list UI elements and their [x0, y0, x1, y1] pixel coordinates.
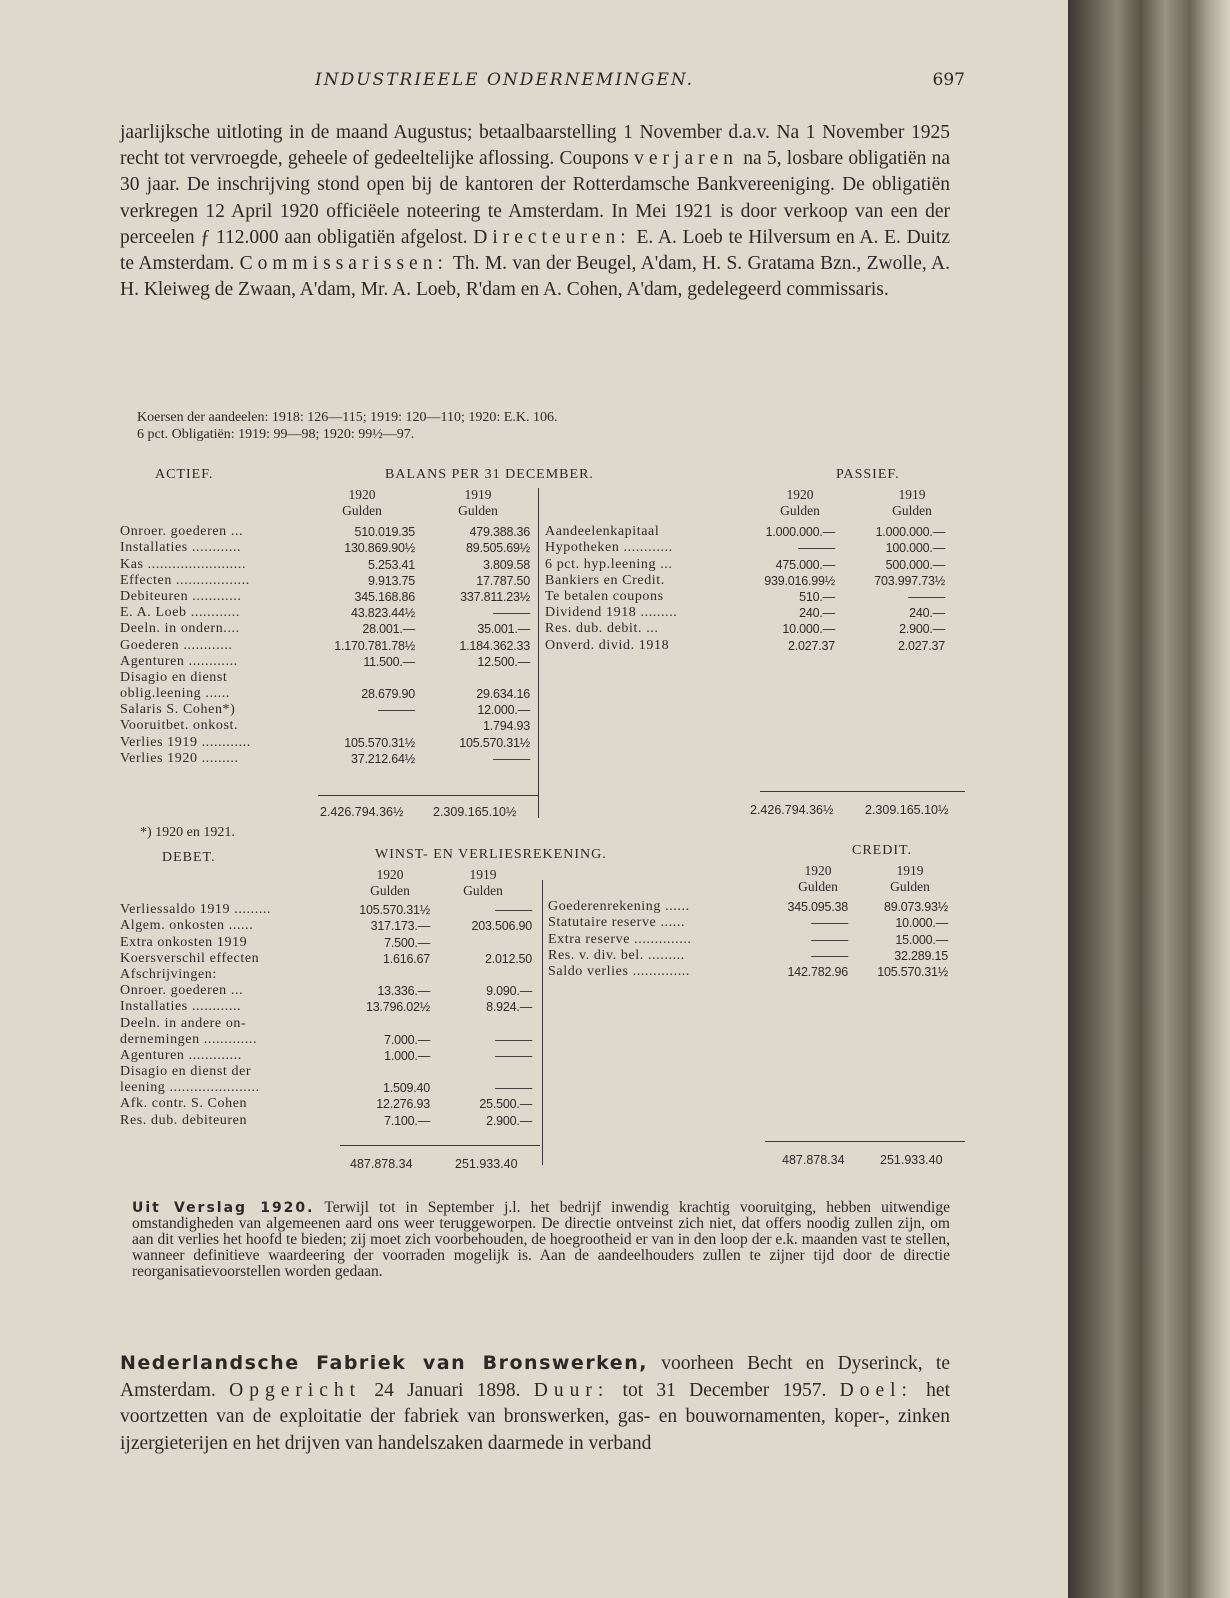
- row-label: Saldo verlies ..............: [548, 963, 691, 979]
- value-1920: 28.001.—: [362, 622, 415, 637]
- credit-table: [548, 899, 948, 980]
- value-1920: 12.276.93: [376, 1097, 430, 1112]
- year-label: 1920: [786, 487, 814, 502]
- credit-row: [548, 931, 948, 947]
- passief-row: [545, 573, 945, 589]
- balans-divider: [538, 488, 539, 818]
- value-1919: [415, 670, 530, 686]
- passief-heading: PASSIEF.: [836, 467, 900, 482]
- row-label: Extra onkosten 1919: [120, 934, 248, 950]
- unit-label: Gulden: [342, 503, 382, 518]
- value-1919: 479.388.36: [469, 525, 530, 540]
- value-1920: 2.027.37: [787, 638, 835, 653]
- actief-row: [120, 524, 530, 540]
- row-label: leening ......................: [120, 1080, 260, 1096]
- value-1920: [340, 1064, 430, 1080]
- passief-row: [545, 637, 945, 653]
- company-text-3: tot 31 December 1957.: [609, 1379, 840, 1401]
- row-label: Onverd. divid. 1918: [545, 637, 670, 653]
- debet-row: [120, 902, 532, 918]
- value-1920: 43.823.44½: [350, 606, 415, 621]
- value-1920: 7.500.—: [384, 935, 430, 950]
- credit-row: [548, 899, 948, 915]
- year-label: 1919: [464, 487, 492, 502]
- company-paragraph: [120, 1350, 950, 1457]
- value-1920: 317.173.—: [370, 919, 430, 934]
- unit-label: Gulden: [370, 883, 410, 898]
- value-1919: 17.787.50: [476, 573, 530, 588]
- debet-col-1919-header: [443, 867, 523, 899]
- value-1920: 105.570.31½: [344, 735, 415, 750]
- actief-row: [120, 621, 530, 637]
- row-label: E. A. Loeb ............: [120, 605, 240, 621]
- value-1919: 337.811.23½: [460, 589, 530, 604]
- value-1919: 8.924.—: [486, 1000, 532, 1015]
- value-1919: 2.027.37: [897, 638, 945, 653]
- value-1920: 37.212.64½: [350, 751, 415, 766]
- row-label: Afk. contr. S. Cohen: [120, 1096, 248, 1112]
- year-label: 1920: [348, 487, 376, 502]
- book-page-edges: [1068, 0, 1230, 1598]
- row-label: Disagio en dienst der: [120, 1064, 252, 1080]
- actief-table: [120, 524, 530, 767]
- year-label: 1920: [804, 863, 832, 878]
- value-1920: 142.782.96: [787, 964, 848, 979]
- value-1920: [310, 718, 415, 734]
- value-1919: ———: [908, 589, 945, 604]
- actief-row: [120, 589, 530, 605]
- row-label: Res. dub. debit. ...: [545, 621, 659, 637]
- debet-row: [120, 983, 532, 999]
- row-label: Verlies 1919 ............: [120, 734, 251, 750]
- value-1920: ———: [811, 948, 848, 963]
- value-1920: 13.336.—: [377, 984, 430, 999]
- company-spaced-duur: Duur:: [533, 1379, 610, 1401]
- value-1920: ———: [811, 916, 848, 931]
- row-label: Goederenrekening ......: [548, 899, 690, 915]
- debet-row: [120, 967, 532, 983]
- actief-row: [120, 686, 530, 702]
- value-1920: 510.—: [799, 589, 835, 604]
- company-spaced-opgericht: Opgericht: [229, 1379, 362, 1401]
- value-1919: [430, 934, 532, 950]
- intro-text-1: jaarlijksche uitloting in de maand Augustus; betaalbaarstelling 1 November d.a.v. Na 1 November 1925 recht tot vervroegde, geheele of gedeeltelijke aflossing. Coupons: [120, 122, 950, 170]
- value-1919: 3.809.58: [482, 557, 530, 572]
- value-1919: 9.090.—: [486, 984, 532, 999]
- verslag-lead: Uit Verslag 1920.: [132, 1200, 315, 1216]
- row-label: Te betalen coupons: [545, 588, 664, 604]
- debet-total-1919: 251.933.40: [455, 1157, 518, 1171]
- value-1920: [340, 967, 430, 983]
- debet-table: [120, 902, 532, 1129]
- row-label: Debiteuren ............: [120, 588, 242, 604]
- actief-total-rule: [318, 795, 538, 796]
- value-1919: 203.506.90: [471, 919, 532, 934]
- row-label: Res. v. div. bel. .........: [548, 947, 685, 963]
- winst-divider: [542, 880, 543, 1165]
- intro-paragraph: [120, 120, 950, 303]
- passief-row: [545, 556, 945, 572]
- value-1919: 15.000.—: [895, 932, 948, 947]
- value-1919: 10.000.—: [895, 916, 948, 931]
- value-1919: 1.000.000.—: [875, 525, 945, 540]
- value-1920: ———: [378, 703, 415, 718]
- row-label: Vooruitbet. onkost.: [120, 718, 239, 734]
- unit-label: Gulden: [463, 883, 503, 898]
- row-label: Afschrijvingen:: [120, 966, 217, 982]
- value-1919: 1.794.93: [482, 719, 530, 734]
- value-1919: [430, 1015, 532, 1031]
- row-label: Algem. onkosten ......: [120, 918, 254, 934]
- value-1919: ———: [493, 751, 530, 766]
- value-1920: 475.000.—: [775, 557, 835, 572]
- actief-row: [120, 734, 530, 750]
- unit-label: Gulden: [890, 879, 930, 894]
- value-1920: 345.095.38: [787, 900, 848, 915]
- intro-spaced-commissarissen: Commissarissen:: [239, 253, 448, 275]
- passief-col-1920-header: [760, 487, 840, 519]
- value-1919: 12.500.—: [477, 654, 530, 669]
- intro-text-2: na 5, losbare obligatiën na 30 jaar. De inschrijving stond open bij de kantoren der Rotterdamsche Bankvereeniging. De obligatiën verkregen 12 April 1920 officiëele noteering te Amsterdam. In Mei 1921 is door verkoop van een der perceelen ƒ 112.000 aan obligatiën afgelost.: [120, 148, 950, 248]
- passief-row: [545, 524, 945, 540]
- actief-row: [120, 670, 530, 686]
- value-1919: 500.000.—: [885, 557, 945, 572]
- value-1919: 2.012.50: [484, 951, 532, 966]
- passief-table: [545, 524, 945, 654]
- value-1919: [430, 967, 532, 983]
- value-1919: [430, 1064, 532, 1080]
- value-1920: 28.679.90: [361, 687, 415, 702]
- actief-row: [120, 540, 530, 556]
- debet-total-1920: 487.878.34: [350, 1157, 413, 1171]
- verslag-paragraph: [132, 1200, 950, 1280]
- row-label: Statutaire reserve ......: [548, 915, 686, 931]
- row-label: Aandeelenkapitaal: [545, 524, 660, 540]
- intro-text-4: Th. M. van der Beugel, A'dam, H. S. Gratama Bzn., Zwolle, A. H. Kleiweg de Zwaan, A'dam, Mr. A. Loeb, R'dam en A. Cohen, A'dam, gedelegeerd commissaris.: [120, 253, 950, 301]
- row-label: Salaris S. Cohen*): [120, 702, 236, 718]
- row-label: Koersverschil effecten: [120, 950, 260, 966]
- value-1920: 10.000.—: [782, 622, 835, 637]
- row-label: Deeln. in andere on-: [120, 1015, 247, 1031]
- balans-heading: BALANS PER 31 DECEMBER.: [385, 467, 594, 482]
- row-label: Onroer. goederen ...: [120, 524, 244, 540]
- year-label: 1919: [896, 863, 924, 878]
- company-text-4: het voortzetten van de exploitatie der fabriek van bronswerken, gas- en bouwornamenten, koper-, zinken ijzergieterijen en het drijven van handelszaken daarmede in verband: [120, 1379, 951, 1454]
- row-label: oblig.leening ......: [120, 686, 230, 702]
- balans-footnote: *) 1920 en 1921.: [140, 825, 235, 840]
- actief-row: [120, 654, 530, 670]
- unit-label: Gulden: [458, 503, 498, 518]
- value-1920: 1.616.67: [382, 951, 430, 966]
- debet-row: [120, 1096, 532, 1112]
- value-1919: 35.001.—: [477, 622, 530, 637]
- row-label: Verliessaldo 1919 .........: [120, 902, 272, 918]
- value-1920: 1.509.40: [382, 1081, 430, 1096]
- value-1920: ———: [798, 541, 835, 556]
- value-1919: 29.634.16: [476, 687, 530, 702]
- row-label: Bankiers en Credit.: [545, 572, 665, 588]
- credit-total-1920: 487.878.34: [782, 1153, 845, 1167]
- value-1920: [310, 670, 415, 686]
- koersen-aandeelen: Koersen der aandeelen: 1918: 126—115; 1919: 120—110; 1920: E.K. 106.: [137, 410, 558, 425]
- actief-row: [120, 556, 530, 572]
- value-1919: 89.505.69½: [465, 541, 530, 556]
- running-title: INDUSTRIEELE ONDERNEMINGEN.: [315, 70, 695, 90]
- row-label: Hypotheken ............: [545, 540, 673, 556]
- value-1920: 240.—: [799, 606, 835, 621]
- company-name: Nederlandsche Fabriek van Bronswerken,: [120, 1352, 648, 1374]
- row-label: Agenturen ............: [120, 653, 238, 669]
- credit-total-1919: 251.933.40: [880, 1153, 943, 1167]
- value-1919: 12.000.—: [477, 703, 530, 718]
- verslag-text: Terwijl tot in September j.l. het bedrijf inwendig krachtig vooruitging, hebben uitwendige omstandigheden van algemeenen aard ons weer teruggeworpen. De directie ontveinst zich niet, dat offers noodig zullen zijn, om aan dit verlies het hoofd te bieden; zij moet zich voorbehouden, de hoegrootheid er van in den loop der e.k. maanden vast te stellen, wanneer definitieve waardeering der voorraden mogelijk is. Aan de aandeelhouders zullen te zijner tijd door de directie reorganisatievoorstellen worden gedaan.: [132, 1199, 950, 1280]
- row-label: Extra reserve ..............: [548, 931, 692, 947]
- debet-row: [120, 999, 532, 1015]
- value-1920: [340, 1015, 430, 1031]
- debet-row: [120, 951, 532, 967]
- value-1920: 7.000.—: [384, 1032, 430, 1047]
- debet-row: [120, 1112, 532, 1128]
- actief-row: [120, 637, 530, 653]
- debet-row: [120, 1080, 532, 1096]
- company-text-2: 24 Januari 1898.: [361, 1379, 534, 1401]
- value-1919: 32.289.15: [894, 948, 948, 963]
- running-header: [115, 70, 965, 92]
- value-1920: 130.869.90½: [344, 541, 415, 556]
- year-label: 1919: [469, 867, 497, 882]
- actief-heading: ACTIEF.: [155, 467, 214, 482]
- row-label: dernemingen .............: [120, 1031, 258, 1047]
- unit-label: Gulden: [892, 503, 932, 518]
- debet-row: [120, 1064, 532, 1080]
- actief-row: [120, 702, 530, 718]
- actief-total-1920: 2.426.794.36½: [320, 805, 404, 819]
- row-label: Installaties ............: [120, 999, 242, 1015]
- credit-col-1919-header: [870, 863, 950, 895]
- row-label: Agenturen .............: [120, 1047, 242, 1063]
- value-1919: 89.073.93½: [883, 900, 948, 915]
- company-text-1: voorheen Becht en Dyserinck, te Amsterdam.: [120, 1353, 950, 1401]
- value-1919: ———: [493, 606, 530, 621]
- row-label: Dividend 1918 .........: [545, 605, 678, 621]
- actief-row: [120, 573, 530, 589]
- value-1919: ———: [495, 1081, 532, 1096]
- debet-row: [120, 918, 532, 934]
- credit-total-rule: [765, 1141, 965, 1142]
- koersen-obligaties: 6 pct. Obligatiën: 1919: 99—98; 1920: 99½—97.: [137, 427, 415, 442]
- value-1919: 703.997.73½: [874, 573, 945, 588]
- row-label: Verlies 1920 .........: [120, 750, 239, 766]
- actief-row: [120, 605, 530, 621]
- debet-row: [120, 934, 532, 950]
- page-number: 697: [932, 70, 965, 90]
- value-1919: 105.570.31½: [459, 735, 530, 750]
- debet-total-rule: [340, 1145, 540, 1146]
- value-1920: 9.913.75: [367, 573, 415, 588]
- value-1919: ———: [495, 1048, 532, 1063]
- passief-row: [545, 605, 945, 621]
- value-1920: 510.019.35: [354, 525, 415, 540]
- value-1920: 345.168.86: [354, 589, 415, 604]
- row-label: Kas ........................: [120, 556, 247, 572]
- credit-row: [548, 915, 948, 931]
- value-1919: 2.900.—: [899, 622, 945, 637]
- debet-row: [120, 1032, 532, 1048]
- value-1920: 5.253.41: [367, 557, 415, 572]
- row-label: Installaties ............: [120, 540, 242, 556]
- unit-label: Gulden: [798, 879, 838, 894]
- value-1920: 105.570.31½: [359, 903, 430, 918]
- year-label: 1919: [898, 487, 926, 502]
- row-label: Res. dub. debiteuren: [120, 1112, 248, 1128]
- actief-row: [120, 751, 530, 767]
- value-1920: 1.170.781.78½: [334, 638, 415, 653]
- debet-heading: DEBET.: [162, 850, 216, 865]
- value-1919: 240.—: [909, 606, 945, 621]
- intro-text-3: E. A. Loeb te Hilversum en A. E. Duitz te Amsterdam.: [120, 226, 950, 275]
- value-1920: 13.796.02½: [365, 1000, 430, 1015]
- actief-col-1919-header: [438, 487, 518, 519]
- value-1919: ———: [495, 1032, 532, 1047]
- passief-row: [545, 540, 945, 556]
- value-1919: 100.000.—: [885, 541, 945, 556]
- value-1920: 1.000.—: [384, 1048, 430, 1063]
- row-label: Deeln. in ondern....: [120, 621, 240, 637]
- value-1919: ———: [495, 903, 532, 918]
- value-1919: 105.570.31½: [877, 964, 948, 979]
- intro-spaced-directeuren: Directeuren:: [473, 226, 631, 248]
- row-label: Disagio en dienst: [120, 669, 228, 685]
- winst-heading: WINST- EN VERLIESREKENING.: [375, 847, 607, 862]
- credit-row: [548, 948, 948, 964]
- actief-total-1919: 2.309.165.10½: [433, 805, 517, 819]
- value-1920: 7.100.—: [384, 1113, 430, 1128]
- passief-total-rule: [760, 791, 965, 792]
- passief-total-1919: 2.309.165.10½: [865, 803, 949, 817]
- intro-spaced-verjaren: verjaren: [634, 148, 739, 170]
- company-spaced-doel: Doel:: [839, 1379, 913, 1401]
- row-label: Goederen ............: [120, 637, 233, 653]
- value-1920: 1.000.000.—: [765, 525, 835, 540]
- passief-total-1920: 2.426.794.36½: [750, 803, 834, 817]
- value-1920: ———: [811, 932, 848, 947]
- value-1920: 11.500.—: [363, 654, 415, 669]
- year-label: 1920: [376, 867, 404, 882]
- passief-row: [545, 621, 945, 637]
- debet-row: [120, 1048, 532, 1064]
- passief-col-1919-header: [872, 487, 952, 519]
- value-1919: 2.900.—: [486, 1113, 532, 1128]
- debet-col-1920-header: [350, 867, 430, 899]
- credit-heading: CREDIT.: [852, 843, 913, 858]
- row-label: 6 pct. hyp.leening ...: [545, 556, 673, 572]
- value-1920: 939.016.99½: [764, 573, 835, 588]
- debet-row: [120, 1015, 532, 1031]
- row-label: Onroer. goederen ...: [120, 983, 244, 999]
- actief-row: [120, 718, 530, 734]
- credit-row: [548, 964, 948, 980]
- credit-col-1920-header: [778, 863, 858, 895]
- actief-col-1920-header: [322, 487, 402, 519]
- row-label: Effecten ..................: [120, 572, 250, 588]
- unit-label: Gulden: [780, 503, 820, 518]
- value-1919: 25.500.—: [479, 1097, 532, 1112]
- value-1919: 1.184.362.33: [459, 638, 530, 653]
- passief-row: [545, 589, 945, 605]
